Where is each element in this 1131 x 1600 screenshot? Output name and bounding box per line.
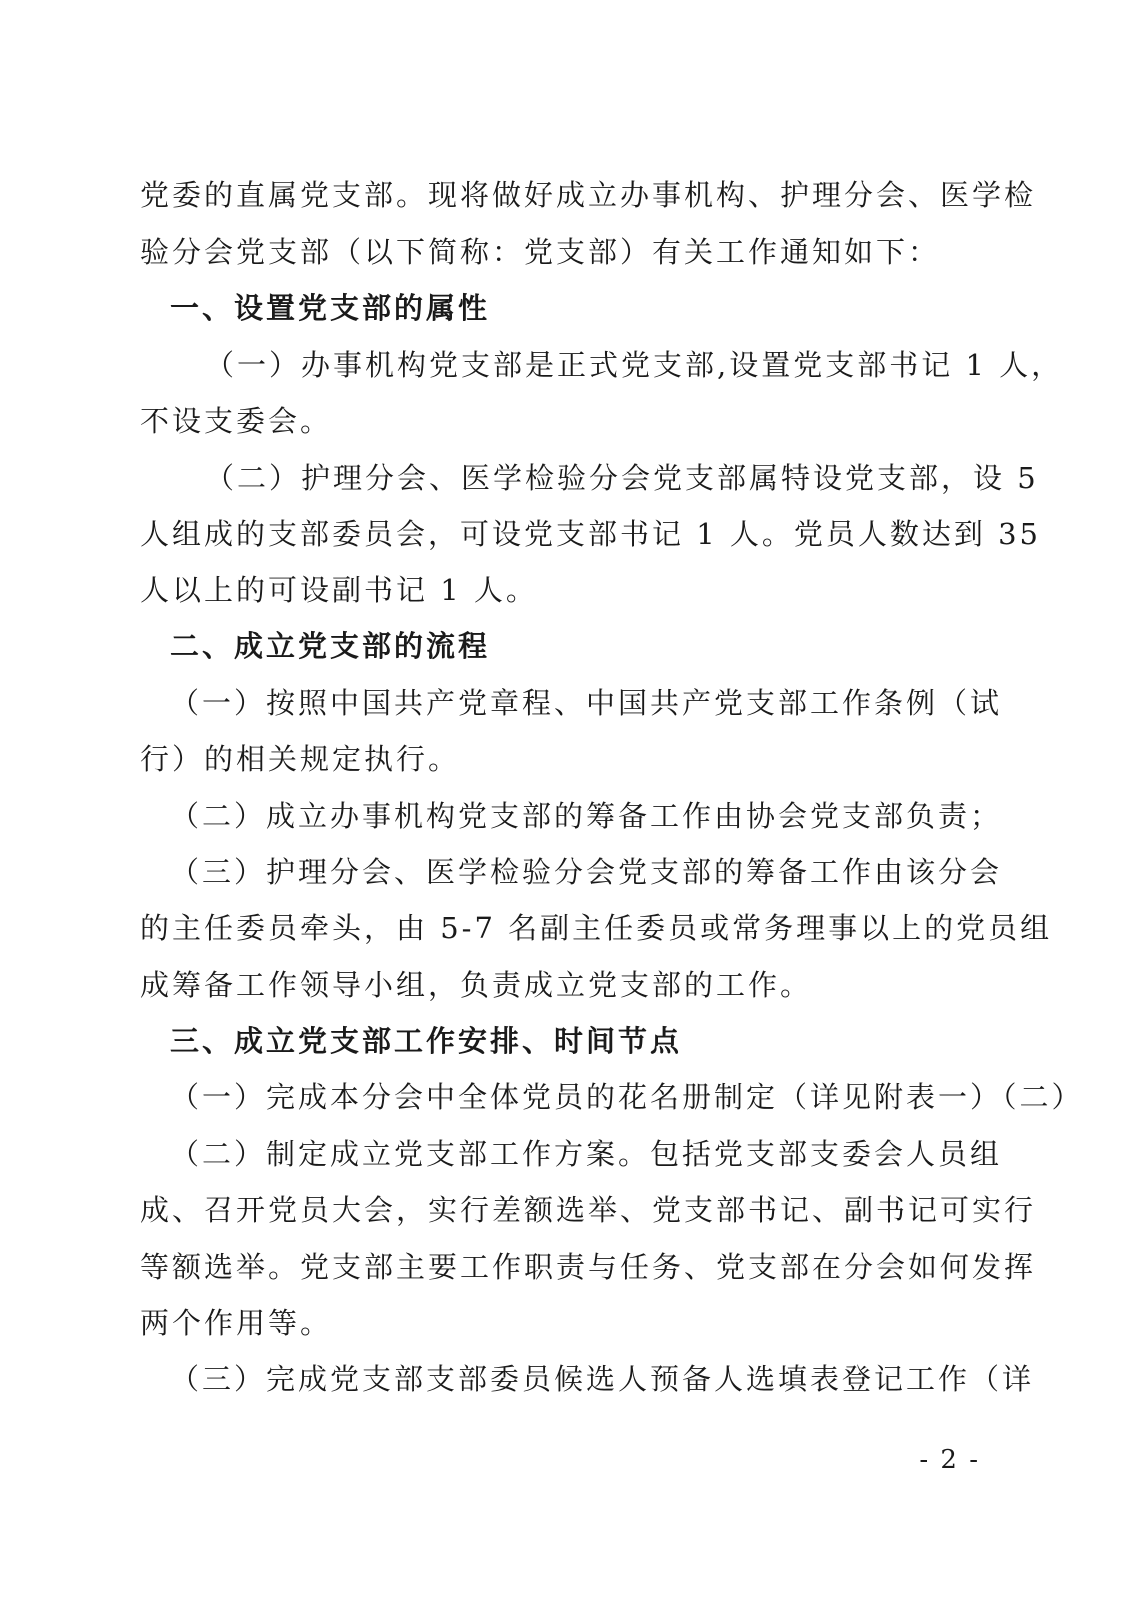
paragraph-line: （一）办事机构党支部是正式党支部,设置党支部书记 1 人， — [205, 348, 1064, 382]
paragraph-line: 行）的相关规定执行。 — [140, 742, 461, 776]
section-heading-1: 一、设置党支部的属性 — [170, 291, 491, 325]
paragraph-line: 的主任委员牵头，由 5-7 名副主任委员或常务理事以上的党员组 — [140, 911, 1053, 945]
paragraph-line: 成筹备工作领导小组，负责成立党支部的工作。 — [140, 968, 813, 1002]
paragraph-line: （二）制定成立党支部工作方案。包括党支部支委会人员组 — [170, 1137, 1003, 1171]
paragraph-line: 人组成的支部委员会，可设党支部书记 1 人。党员人数达到 35 — [140, 517, 1042, 551]
paragraph-line: 党委的直属党支部。现将做好成立办事机构、护理分会、医学检 — [140, 178, 1037, 212]
paragraph-line: （三）完成党支部支部委员候选人预备人选填表登记工作（详 — [170, 1362, 1035, 1396]
paragraph-line: （一）完成本分会中全体党员的花名册制定（详见附表一）（二） — [170, 1080, 1084, 1114]
section-heading-2: 二、成立党支部的流程 — [170, 629, 491, 663]
paragraph-line: 两个作用等。 — [140, 1306, 333, 1340]
paragraph-line: 验分会党支部（以下简称：党支部）有关工作通知如下： — [140, 235, 941, 269]
paragraph-line: （二）护理分会、医学检验分会党支部属特设党支部，设 5 — [205, 461, 1039, 495]
paragraph-line: 等额选举。党支部主要工作职责与任务、党支部在分会如何发挥 — [140, 1250, 1037, 1284]
paragraph-line: （三）护理分会、医学检验分会党支部的筹备工作由该分会 — [170, 855, 1003, 889]
paragraph-line: 不设支委会。 — [140, 404, 333, 438]
section-heading-3: 三、成立党支部工作安排、时间节点 — [170, 1024, 683, 1058]
paragraph-line: （一）按照中国共产党章程、中国共产党支部工作条例（试 — [170, 686, 1003, 720]
page-number: - 2 - — [919, 1445, 980, 1475]
paragraph-line: 人以上的可设副书记 1 人。 — [140, 573, 538, 607]
paragraph-line: 成、召开党员大会，实行差额选举、党支部书记、副书记可实行 — [140, 1193, 1037, 1227]
paragraph-line: （二）成立办事机构党支部的筹备工作由协会党支部负责； — [170, 799, 1003, 833]
